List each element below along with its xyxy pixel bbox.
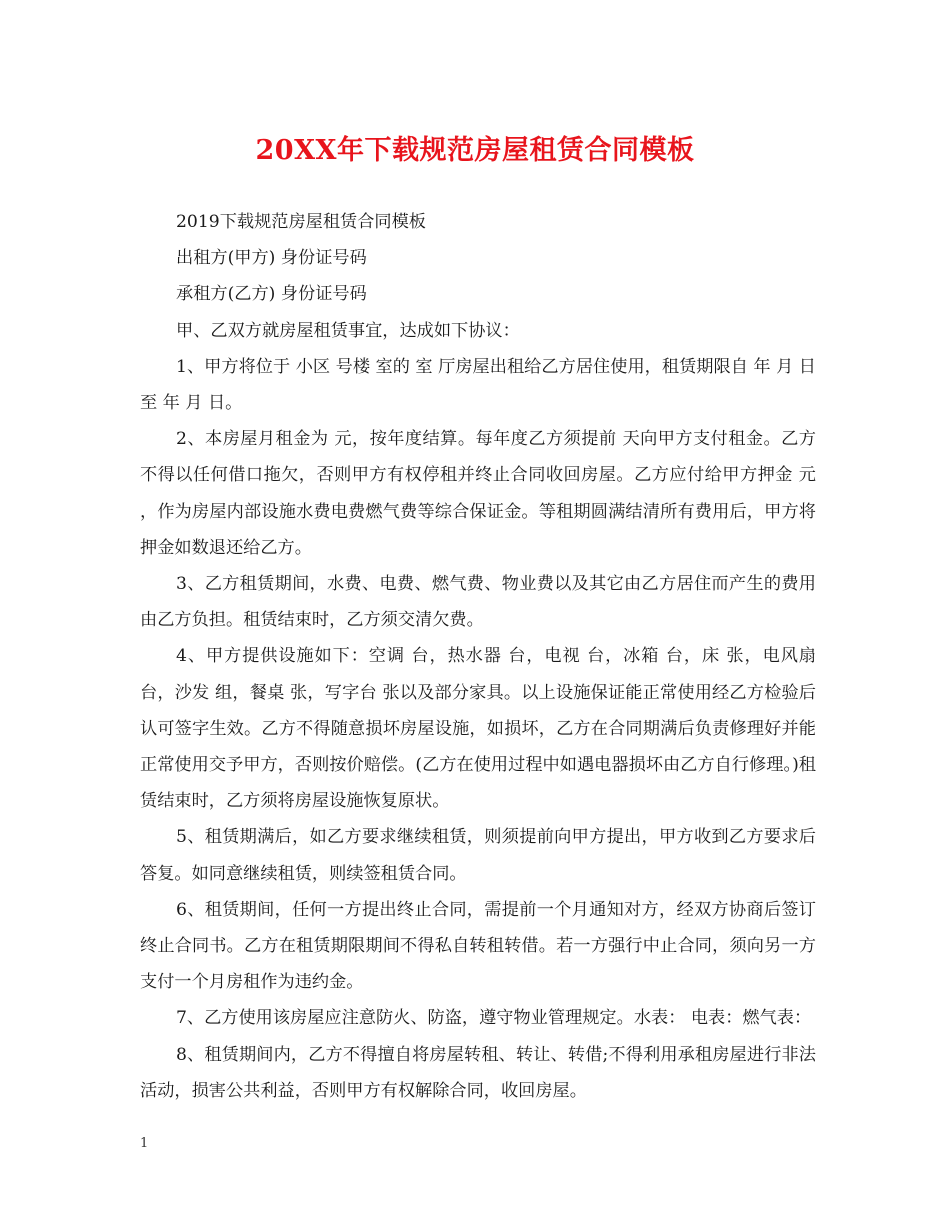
clause-5: 5、租赁期满后，如乙方要求继续租赁，则须提前向甲方提出，甲方收到乙方要求后答复。如同意继续租赁，则续签租赁合同。 (140, 827, 816, 884)
paragraph-heading-line: 2019下载规范房屋租赁合同模板 (176, 212, 426, 232)
document-title: 20XX年下载规范房屋租赁合同模板 (255, 135, 695, 166)
document-body (140, 204, 816, 1109)
clause-3: 3、乙方租赁期间，水费、电费、燃气费、物业费以及其它由乙方居住而产生的费用由乙方负担。租赁结束时，乙方须交清欠费。 (140, 574, 816, 631)
paragraph-agreement-intro: 甲、乙双方就房屋租赁事宜，达成如下协议： (176, 320, 520, 341)
clause-1: 1、甲方将位于 小区 号楼 室的 室 厅房屋出租给乙方居住使用，租赁期限自 年 月 日至 年 月 日。 (140, 356, 816, 414)
clause-8: 8、租赁期间内，乙方不得擅自将房屋转租、转让、转借;不得利用承租房屋进行非法活动，损害公共利益，否则甲方有权解除合同，收回房屋。 (140, 1044, 816, 1101)
clause-2: 2、本房屋月租金为 元，按年度结算。每年度乙方须提前 天向甲方支付租金。乙方不得以任何借口拖欠，否则甲方有权停租并终止合同收回房屋。乙方应付给甲方押金 元 ，作为房屋内部设施水费电费燃气费等综合保证金。等租期圆满结清所有费用后，甲方将押金如数退还给乙方。 (140, 429, 816, 558)
clause-7: 7、乙方使用该房屋应注意防火、防盗，遵守物业管理规定。水表： 电表：燃气表： (176, 1008, 812, 1029)
clause-4: 4、甲方提供设施如下：空调 台，热水器 台，电视 台，冰箱 台，床 张，电风扇 台，沙发 组，餐桌 张，写字台 张以及部分家具。以上设施保证能正常使用经乙方检验后认可签字生效。乙方不得随意损坏房屋设施，如损坏，乙方在合同期满后负责修理好并能正常使用交予甲方，否则按价赔偿。(乙方在使用过程中如遇电器损坏由乙方自行修理。)租赁结束时，乙方须将房屋设施恢复原状。 (140, 646, 816, 812)
page-number: 1 (140, 1136, 149, 1151)
paragraph-lessee: 承租方(乙方) 身份证号码 (176, 284, 367, 305)
clause-6: 6、租赁期间，任何一方提出终止合同，需提前一个月通知对方，经双方协商后签订终止合同书。乙方在租赁期限期间不得私自转租转借。若一方强行中止合同，须向另一方支付一个月房租作为违约金。 (140, 899, 816, 993)
paragraph-lessor: 出租方(甲方) 身份证号码 (176, 248, 367, 269)
